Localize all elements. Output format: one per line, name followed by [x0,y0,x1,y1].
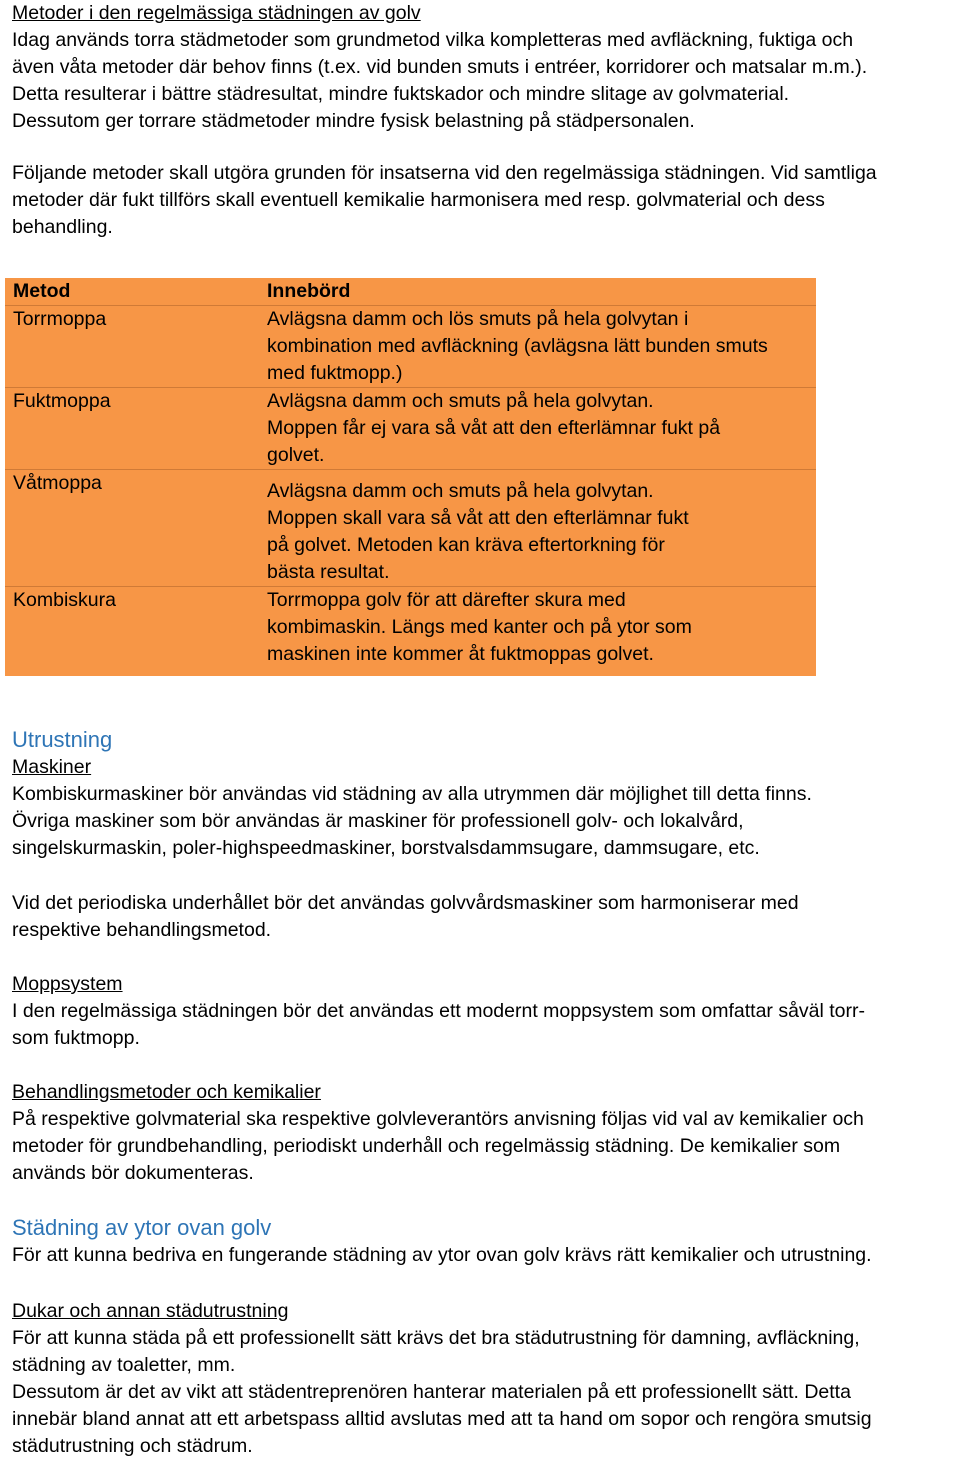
method-description [259,587,816,677]
intro-line: Detta resulterar i bättre städresultat, mindre fuktskador och mindre slitage av golvmaterial. [12,83,790,105]
paragraph-line: metoder för grundbehandling, periodiskt underhåll och regelmässig städning. De kemikalier som [12,1135,841,1157]
machines-line: singelskurmaskin, poler-highspeedmaskiner, borstvalsdammsugare, dammsugare, etc. [12,837,760,859]
methods-intro-paragraph [12,160,877,241]
paragraph-line: innebär bland annat att ett arbetspass alltid avslutas med att ta hand om sopor och rengöra smutsig [12,1408,872,1430]
description-line: Avlägsna damm och lös smuts på hela golvytan i [267,308,689,330]
method-name: Torrmoppa [5,306,259,388]
method-description [259,306,816,388]
surfaces-heading: Städning av ytor ovan golv [12,1215,272,1240]
paragraph-line: För att kunna bedriva en fungerande städning av ytor ovan golv krävs rätt kemikalier och utrustning. [12,1244,872,1266]
cloths-section [12,1298,872,1460]
paragraph-line: För att kunna städa på ett professionellt sätt krävs det bra städutrustning för damning, avfläckning, [12,1327,860,1349]
treatment-subheading: Behandlingsmetoder och kemikalier [12,1081,321,1103]
mop-system-subheading: Moppsystem [12,973,123,995]
header-method: Metod [5,278,259,306]
paragraph-line: I den regelmässiga städningen bör det användas ett modernt moppsystem som omfattar såväl torr- [12,1000,866,1022]
paragraph-line: respektive behandlingsmetod. [12,919,272,941]
intro-line: även våta metoder där behov finns (t.ex. vid bunden smuts i entréer, korridorer och matsalar m.m.). [12,56,868,78]
description-line: Moppen skall vara så våt att den efterlämnar fukt [267,507,689,529]
description-line: golvet. [267,444,325,466]
table-row [5,306,816,388]
intro-heading: Metoder i den regelmässiga städningen av golv [12,2,421,24]
description-line: bästa resultat. [267,561,390,583]
method-description [259,470,816,587]
intro-section [12,0,867,135]
treatment-section [12,1079,864,1187]
method-name: Fuktmoppa [5,388,259,470]
paragraph-line: som fuktmopp. [12,1027,140,1049]
description-line: med fuktmopp.) [267,362,403,384]
equipment-heading: Utrustning [12,727,113,752]
paragraph-line: städning av toaletter, mm. [12,1354,236,1376]
periodic-maintenance-paragraph [12,890,799,944]
paragraph-line: används bör dokumenteras. [12,1162,254,1184]
description-line: Moppen får ej vara så våt att den efterlämnar fukt på [267,417,721,439]
paragraph-line: behandling. [12,216,113,238]
description-line: kombimaskin. Längs med kanter och på ytor som [267,616,692,638]
paragraph-line: Dessutom är det av vikt att städentreprenören hanterar materialen på ett professionellt sätt. Detta [12,1381,851,1403]
table-header-row [5,278,816,306]
table-row [5,470,816,587]
intro-line: Idag används torra städmetoder som grundmetod vilka kompletteras med avfläckning, fuktiga och [12,29,854,51]
description-line: kombination med avfläckning (avlägsna lätt bunden smuts [267,335,768,357]
table-row [5,388,816,470]
methods-table [5,278,816,676]
paragraph-line: På respektive golvmaterial ska respektive golvleverantörs anvisning följas vid val av kemikalier och [12,1108,864,1130]
description-line: Torrmoppa golv för att därefter skura med [267,589,626,611]
intro-line: Dessutom ger torrare städmetoder mindre fysisk belastning på städpersonalen. [12,110,695,132]
equipment-section [12,726,812,862]
paragraph-line: Vid det periodiska underhållet bör det användas golvvårdsmaskiner som harmoniserar med [12,892,799,914]
cloths-subheading: Dukar och annan städutrustning [12,1300,289,1322]
method-description [259,388,816,470]
header-meaning: Innebörd [259,278,816,306]
description-line: maskinen inte kommer åt fuktmoppas golvet. [267,643,654,665]
table-row [5,587,816,677]
description-line: på golvet. Metoden kan kräva eftertorkning för [267,534,665,556]
mop-system-section [12,971,865,1052]
description-line: Avlägsna damm och smuts på hela golvytan. [267,480,654,502]
paragraph-line: städutrustning och städrum. [12,1435,253,1457]
paragraph-line: metoder där fukt tillförs skall eventuell kemikalie harmonisera med resp. golvmaterial och dess [12,189,825,211]
description-line: Avlägsna damm och smuts på hela golvytan. [267,390,654,412]
machines-line: Kombiskurmaskiner bör användas vid städning av alla utrymmen där möjlighet till detta finns. [12,783,812,805]
method-name: Våtmoppa [5,470,259,587]
machines-line: Övriga maskiner som bör användas är maskiner för professionell golv- och lokalvård, [12,810,744,832]
method-name: Kombiskura [13,589,116,611]
paragraph-line: Följande metoder skall utgöra grunden för insatserna vid den regelmässiga städningen. Vid samtliga [12,162,877,184]
machines-subheading: Maskiner [12,756,92,778]
surfaces-section [12,1214,872,1269]
